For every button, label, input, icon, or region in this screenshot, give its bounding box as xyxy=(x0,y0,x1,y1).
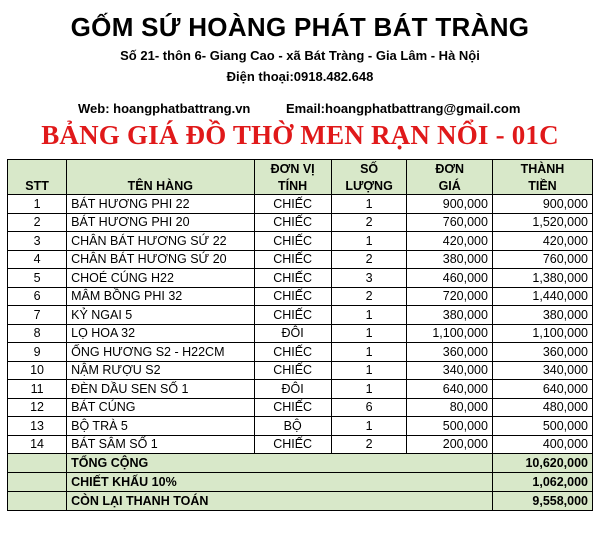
cell-total: 640,000 xyxy=(492,380,592,399)
cell-qty: 1 xyxy=(331,361,407,380)
cell-name: ỐNG HƯƠNG S2 - H22CM xyxy=(67,343,254,362)
cell-qty: 1 xyxy=(331,417,407,436)
cell-total: 380,000 xyxy=(492,306,592,325)
cell-total: 1,380,000 xyxy=(492,269,592,288)
cell-price: 640,000 xyxy=(407,380,493,399)
cell-total: 1,100,000 xyxy=(492,324,592,343)
cell-stt: 2 xyxy=(8,213,67,232)
price-table xyxy=(7,159,593,511)
cell-total: 420,000 xyxy=(492,232,592,251)
cell-price: 80,000 xyxy=(407,398,493,417)
cell-stt: 14 xyxy=(8,435,67,454)
table-body xyxy=(8,195,593,511)
table-row xyxy=(8,417,593,436)
cell-qty: 1 xyxy=(331,343,407,362)
cell-price: 380,000 xyxy=(407,250,493,269)
summary-label: CÒN LẠI THANH TOÁN xyxy=(67,492,493,511)
header-unit-line1: ĐƠN VỊ xyxy=(254,160,331,178)
header-price-line2: GIÁ xyxy=(407,177,493,195)
company-phone: Điện thoại:0918.482.648 xyxy=(226,69,374,84)
cell-price: 380,000 xyxy=(407,306,493,325)
cell-unit: BỘ xyxy=(254,417,331,436)
summary-row-discount xyxy=(8,473,593,492)
table-header xyxy=(8,160,593,195)
header-stt: STT xyxy=(8,177,67,195)
cell-name: KỶ NGAI 5 xyxy=(67,306,254,325)
cell-qty: 2 xyxy=(331,213,407,232)
cell-qty: 3 xyxy=(331,269,407,288)
header-name-top xyxy=(67,160,254,178)
cell-total: 900,000 xyxy=(492,195,592,214)
cell-stt: 11 xyxy=(8,380,67,399)
cell-name: LỌ HOA 32 xyxy=(67,324,254,343)
table-row xyxy=(8,306,593,325)
cell-qty: 1 xyxy=(331,232,407,251)
table-row xyxy=(8,269,593,288)
price-list-title: BẢNG GIÁ ĐỒ THỜ MEN RẠN NỔI - 01C xyxy=(41,120,559,150)
cell-name: BÁT HƯƠNG PHI 20 xyxy=(67,213,254,232)
cell-unit: CHIẾC xyxy=(254,343,331,362)
cell-name: CHOÉ CÚNG H22 xyxy=(67,269,254,288)
table-row xyxy=(8,343,593,362)
cell-price: 360,000 xyxy=(407,343,493,362)
cell-total: 360,000 xyxy=(492,343,592,362)
cell-name: BÁT SÂM SỐ 1 xyxy=(67,435,254,454)
cell-qty: 2 xyxy=(331,250,407,269)
summary-spacer xyxy=(8,492,67,511)
cell-qty: 2 xyxy=(331,287,407,306)
table-row xyxy=(8,195,593,214)
cell-price: 500,000 xyxy=(407,417,493,436)
cell-qty: 1 xyxy=(331,324,407,343)
cell-total: 1,440,000 xyxy=(492,287,592,306)
cell-price: 460,000 xyxy=(407,269,493,288)
table-row xyxy=(8,213,593,232)
cell-price: 760,000 xyxy=(407,213,493,232)
cell-qty: 1 xyxy=(331,380,407,399)
cell-stt: 12 xyxy=(8,398,67,417)
cell-qty: 6 xyxy=(331,398,407,417)
cell-total: 400,000 xyxy=(492,435,592,454)
cell-price: 1,100,000 xyxy=(407,324,493,343)
cell-stt: 3 xyxy=(8,232,67,251)
cell-unit: CHIẾC xyxy=(254,232,331,251)
cell-stt: 1 xyxy=(8,195,67,214)
table-row xyxy=(8,324,593,343)
cell-total: 480,000 xyxy=(492,398,592,417)
cell-unit: CHIẾC xyxy=(254,361,331,380)
company-address: Số 21- thôn 6- Giang Cao - xã Bát Tràng - Gia Lâm - Hà Nội xyxy=(120,48,480,63)
cell-unit: ĐÔI xyxy=(254,324,331,343)
cell-name: CHÂN BÁT HƯƠNG SỨ 20 xyxy=(67,250,254,269)
company-website: Web: hoangphatbattrang.vn xyxy=(78,101,251,116)
cell-total: 760,000 xyxy=(492,250,592,269)
summary-value: 1,062,000 xyxy=(492,473,592,492)
cell-total: 340,000 xyxy=(492,361,592,380)
cell-unit: ĐÔI xyxy=(254,380,331,399)
summary-spacer xyxy=(8,454,67,473)
cell-name: BÁT CÚNG xyxy=(67,398,254,417)
cell-unit: CHIẾC xyxy=(254,398,331,417)
cell-qty: 2 xyxy=(331,435,407,454)
company-title: GỐM SỨ HOÀNG PHÁT BÁT TRÀNG xyxy=(70,12,530,42)
cell-name: BỘ TRÀ 5 xyxy=(67,417,254,436)
cell-price: 720,000 xyxy=(407,287,493,306)
cell-price: 420,000 xyxy=(407,232,493,251)
table-row xyxy=(8,435,593,454)
header-name: TÊN HÀNG xyxy=(67,177,254,195)
summary-row-remaining xyxy=(8,492,593,511)
cell-stt: 10 xyxy=(8,361,67,380)
cell-unit: CHIẾC xyxy=(254,269,331,288)
header-total-line1: THÀNH xyxy=(492,160,592,178)
cell-stt: 5 xyxy=(8,269,67,288)
cell-unit: CHIẾC xyxy=(254,195,331,214)
cell-price: 200,000 xyxy=(407,435,493,454)
cell-unit: CHIẾC xyxy=(254,435,331,454)
cell-qty: 1 xyxy=(331,306,407,325)
cell-name: CHÂN BÁT HƯƠNG SỨ 22 xyxy=(67,232,254,251)
header-total-line2: TIỀN xyxy=(492,177,592,195)
summary-value: 10,620,000 xyxy=(492,454,592,473)
cell-name: NẬM RƯỢU S2 xyxy=(67,361,254,380)
table-row xyxy=(8,361,593,380)
cell-name: MÂM BỒNG PHI 32 xyxy=(67,287,254,306)
cell-stt: 9 xyxy=(8,343,67,362)
cell-price: 340,000 xyxy=(407,361,493,380)
table-row xyxy=(8,250,593,269)
header-stt-top xyxy=(8,160,67,178)
summary-row-total xyxy=(8,454,593,473)
header-qty-line1: SỐ xyxy=(331,160,407,178)
cell-name: ĐÈN DẦU SEN SỐ 1 xyxy=(67,380,254,399)
cell-unit: CHIẾC xyxy=(254,287,331,306)
cell-stt: 6 xyxy=(8,287,67,306)
cell-total: 1,520,000 xyxy=(492,213,592,232)
cell-qty: 1 xyxy=(331,195,407,214)
cell-total: 500,000 xyxy=(492,417,592,436)
cell-unit: CHIẾC xyxy=(254,306,331,325)
summary-value: 9,558,000 xyxy=(492,492,592,511)
cell-name: BÁT HƯƠNG PHI 22 xyxy=(67,195,254,214)
header-unit-line2: TÍNH xyxy=(254,177,331,195)
cell-stt: 13 xyxy=(8,417,67,436)
company-email: Email:hoangphatbattrang@gmail.com xyxy=(286,101,521,116)
header-price-line1: ĐƠN xyxy=(407,160,493,178)
header-qty-line2: LƯỢNG xyxy=(331,177,407,195)
cell-unit: CHIẾC xyxy=(254,213,331,232)
cell-unit: CHIẾC xyxy=(254,250,331,269)
table-row xyxy=(8,380,593,399)
summary-spacer xyxy=(8,473,67,492)
cell-price: 900,000 xyxy=(407,195,493,214)
table-row xyxy=(8,398,593,417)
summary-label: CHIẾT KHẤU 10% xyxy=(67,473,493,492)
cell-stt: 4 xyxy=(8,250,67,269)
cell-stt: 7 xyxy=(8,306,67,325)
summary-label: TỔNG CỘNG xyxy=(67,454,493,473)
cell-stt: 8 xyxy=(8,324,67,343)
table-row xyxy=(8,287,593,306)
table-row xyxy=(8,232,593,251)
